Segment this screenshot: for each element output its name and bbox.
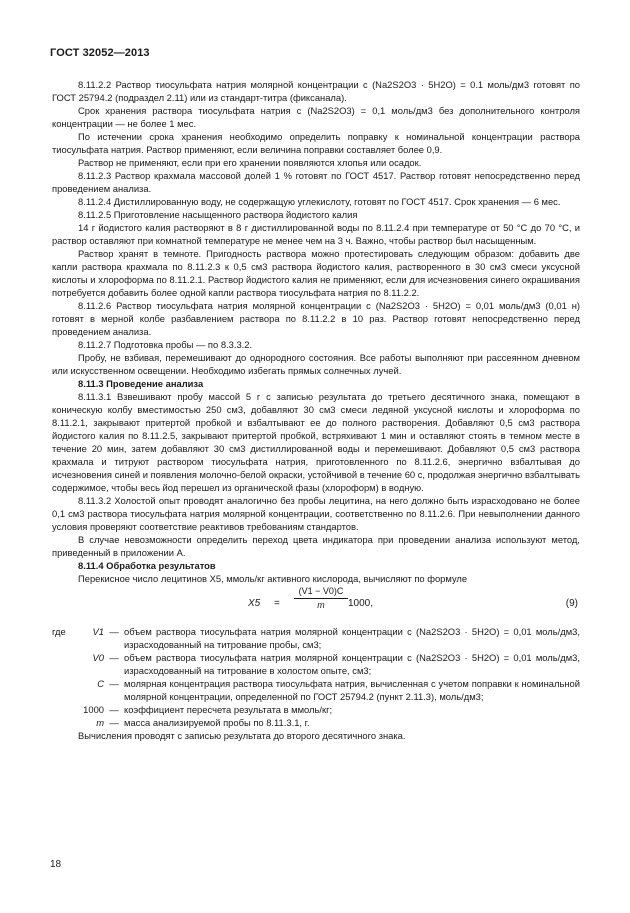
definition-text: молярная концентрация раствора тиосульфата натрия, вычисленная с учетом поправки к номинальной молярной концентрации, определенной по ГОСТ 25794.2 (пункт 2.11.3), моль/дм3; xyxy=(124,678,580,702)
section-heading: 8.11.4 Обработка результатов xyxy=(78,560,216,571)
formula-fraction xyxy=(294,585,348,611)
document-body xyxy=(52,78,580,742)
formula-lhs: X5 xyxy=(248,598,261,609)
formula-numerator: (V1 − V0)C xyxy=(294,585,348,599)
formula-denominator: m xyxy=(317,600,325,610)
definition-symbol: V0 xyxy=(92,652,104,663)
paragraph: По истечении срока хранения необходимо определить поправку к номинальной концентрации раствора тиосульфата натрия. Раствор применяют, если величина поправки составляет более 0,9. xyxy=(52,131,580,155)
definition-text: масса анализируемой пробы по 8.11.3.1, г. xyxy=(124,717,310,728)
paragraph: 8.11.2.2 Раствор тиосульфата натрия молярной концентрации c (Na2S2O3 · 5H2O) = 0.1 моль/дм3 готовят по ГОСТ 25794.2 (подраздел 2.11) или из стандарт-титра (фиксанала). xyxy=(52,79,580,103)
definition-text: коэффициент пересчета результата в ммоль/кг; xyxy=(124,704,333,715)
definition-text: объем раствора тиосульфата натрия молярной концентрации c (Na2S2O3 · 5H2O) = 0,01 моль/дм3, израсходованный на титрование пробы, см3; xyxy=(124,626,580,650)
section-heading: 8.11.3 Проведение анализа xyxy=(78,378,204,389)
definition-dash: — xyxy=(109,678,119,689)
formula-9 xyxy=(52,585,580,625)
paragraph: Раствор хранят в темноте. Пригодность раствора можно протестировать следующим образом: добавить две капли раствора крахмала по 8.11.2.3 к 0,5 см3 раствора йодистого калия, растворенного в 30 см3 смеси уксусной кислоты и хлороформа по 8.11.2.1. Раствор йодистого калия не применяют, если для исчезновения синего окрашивания потребуется добавить более одной капли раствора тиосульфата натрия по 8.11.2.2. xyxy=(52,248,580,298)
paragraph: 8.11.2.5 Приготовление насыщенного раствора йодистого калия xyxy=(78,209,358,220)
paragraph: В случае невозможности определить переход цвета индикатора при проведении анализа используют метод, приведенный в приложении А. xyxy=(52,534,580,558)
paragraph: Пробу, не взбивая, перемешивают до однородного состояния. Все работы выполняют при рассеянном дневном или искусственном освещении. Необходимо избегать прямых солнечных лучей. xyxy=(52,352,580,376)
definition-symbol: V1 xyxy=(92,626,104,637)
formula-number: (9) xyxy=(565,598,578,609)
paragraph: 8.11.2.7 Подготовка пробы — по 8.3.3.2. xyxy=(78,339,253,350)
formula-factor: 1000, xyxy=(348,598,374,609)
paragraph: 8.11.2.6 Раствор тиосульфата натрия молярной концентрации c (Na2S2O3 · 5H2O) = 0,01 моль/дм3 (0,01 н) готовят в мерной колбе разбавлением раствора по 8.11.2.2 в 10 раз. Раствор готовят непосредственно перед проведением анализа. xyxy=(52,300,580,337)
definition-dash: — xyxy=(109,626,119,637)
paragraph: Срок хранения раствора тиосульфата натрия c (Na2S2O3) = 0,1 моль/дм3 без дополнительного контроля концентрации — не более 1 мес. xyxy=(52,105,580,129)
paragraph: 14 г йодистого калия растворяют в 8 г дистиллированной воды по 8.11.2.4 при температуре от 50 °С до 70 °С, и раствор оставляют при комнатной температуре не менее чем на 3 ч. Важно, чтобы раствор был насыщенным. xyxy=(52,222,580,246)
definition-symbol: C xyxy=(97,678,104,689)
definition-dash: — xyxy=(109,652,119,663)
formula-equals: = xyxy=(274,598,280,609)
definition-item xyxy=(52,651,580,677)
paragraph: Раствор не применяют, если при его хранении появляются хлопья или осадок. xyxy=(78,157,422,168)
definition-item xyxy=(52,625,580,651)
definition-item xyxy=(52,716,580,729)
definition-dash: — xyxy=(109,717,119,728)
paragraph: 8.11.2.3 Раствор крахмала массовой долей 1 % готовят по ГОСТ 4517. Раствор готовят непосредственно перед проведением анализа. xyxy=(52,170,580,194)
paragraph: 8.11.3.1 Взвешивают пробу массой 5 г с записью результата до третьего десятичного знака, помещают в коническую колбу вместимостью 250 см3, добавляют 30 см3 смеси ледяной уксусной кислоты и хлороформа по 8.11.2.1, закрывают притертой пробкой и взбалтывают ее до полного растворения. Добавляют 0,5 см3 раствора йодистого калия по 8.11.2.5, закрывают притертой пробкой, встряхивают 1 мин и оставляют стоять в темном месте в течение 20 мин, затем добавляют 30 см3 дистиллированной воды и перемешивают. Добавляют 0,5 см3 раствора крахмала и титруют раствором тиосульфата натрия, приготовленного по 8.11.2.6, энергично взбалтывая до исчезновения синей и появления молочно-белой окраски, устойчивой в течение 60 с, продолжая энергично взбалтывать содержимое, чтобы весь йод перешел из органической фазы (хлороформ) в водную. xyxy=(52,391,580,493)
paragraph: Перекисное число лецитинов X5, ммоль/кг активного кислорода, вычисляют по формуле xyxy=(78,573,468,584)
definition-dash: — xyxy=(109,704,119,715)
definition-symbol: 1000 xyxy=(83,704,104,715)
definitions-lead: где xyxy=(52,626,66,637)
definition-text: объем раствора тиосульфата натрия молярной концентрации c (Na2S2O3 · 5H2O) = 0,01 моль/дм3, израсходованный на титрование в холостом опыте, см3; xyxy=(124,652,580,676)
definition-symbol: m xyxy=(96,717,104,728)
definition-item xyxy=(52,677,580,703)
paragraph: 8.11.3.2 Холостой опыт проводят аналогично без пробы лецитина, на него должно быть израсходовано не более 0,1 см3 раствора тиосульфата натрия молярной концентрации, соответственно по 8.11.2.6. При невыполнении данного условия проверяют соответствие реактивов требованиям стандартов. xyxy=(52,495,580,532)
definition-item xyxy=(52,703,580,716)
page-number: 18 xyxy=(50,859,62,870)
standard-header: ГОСТ 32052—2013 xyxy=(50,47,150,59)
definitions-list xyxy=(52,625,580,729)
closing-paragraph: Вычисления проводят с записью результата до второго десятичного знака. xyxy=(78,730,406,741)
paragraph: 8.11.2.4 Дистиллированную воду, не содержащую углекислоту, готовят по ГОСТ 4517. Срок хранения — 6 мес. xyxy=(78,196,561,207)
